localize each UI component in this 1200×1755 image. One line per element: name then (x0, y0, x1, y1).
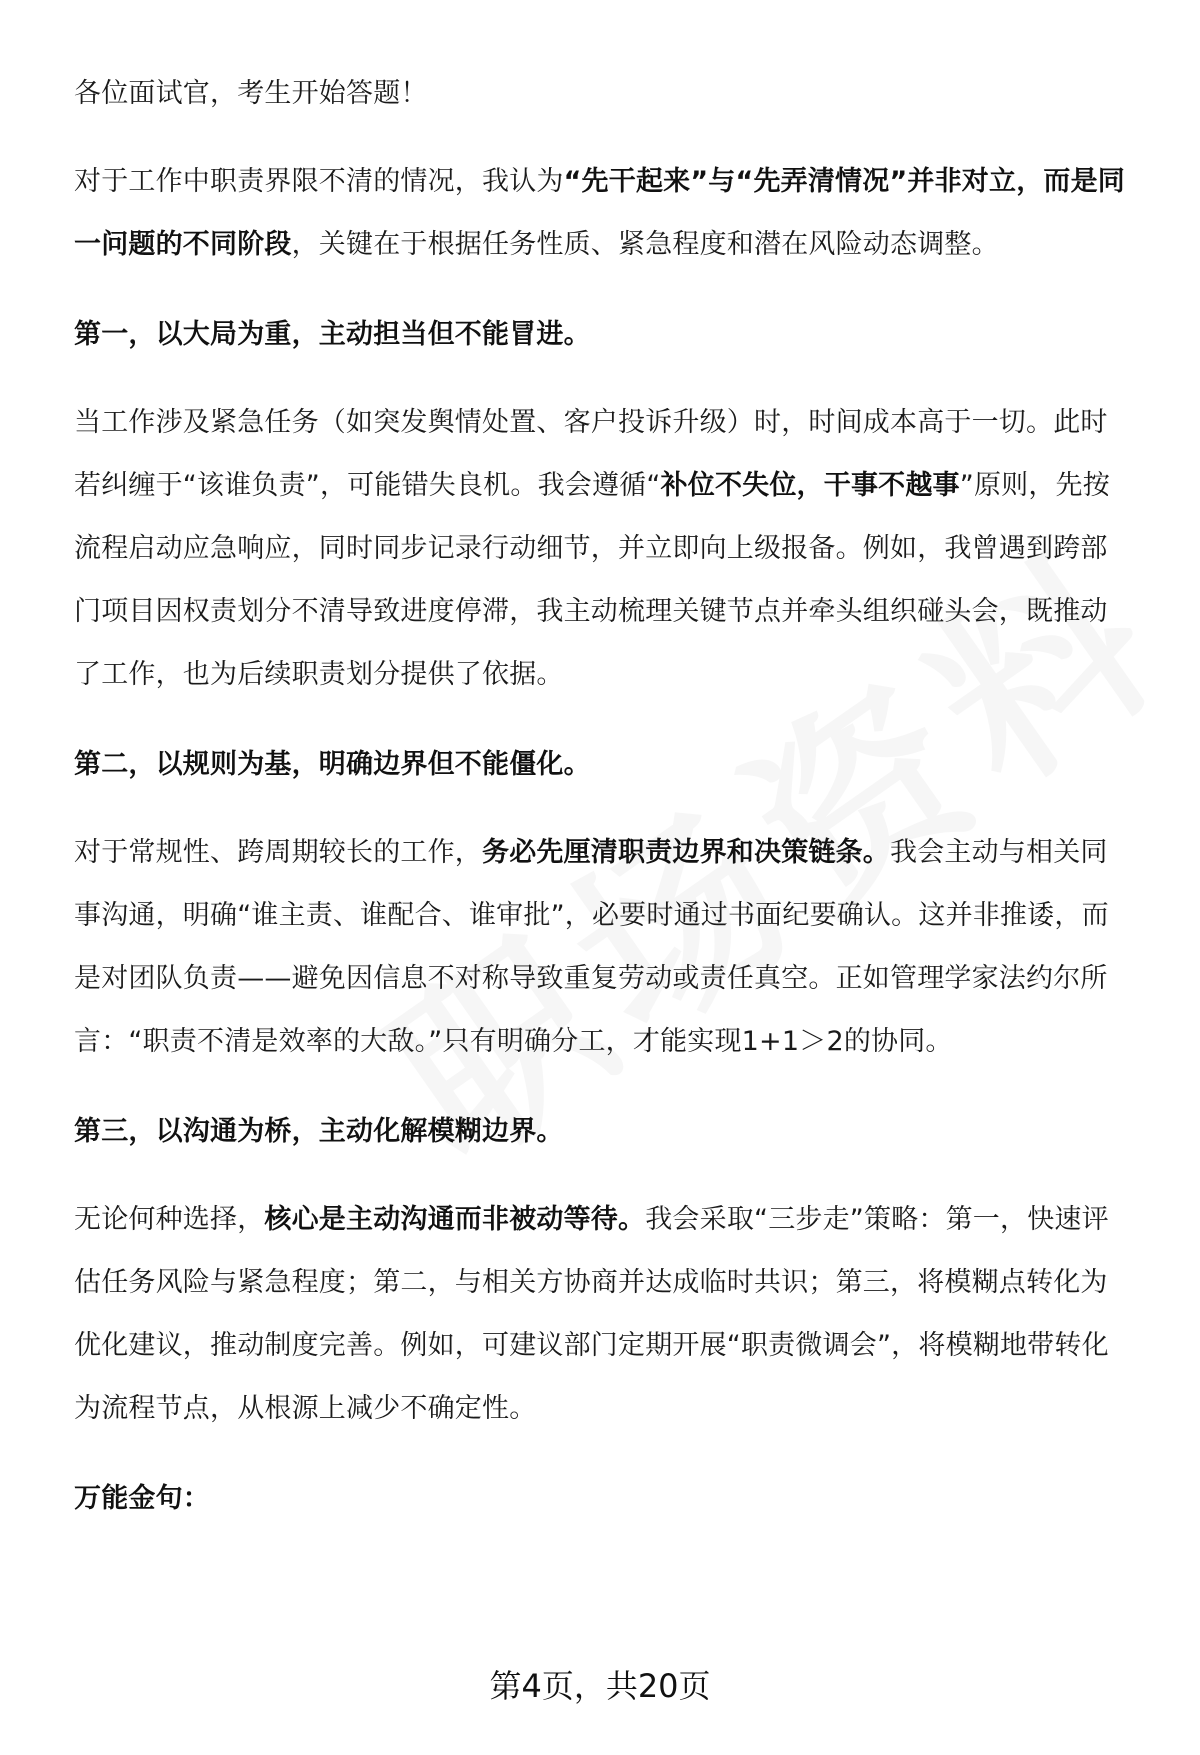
paragraph-emphasis: 补位不失位，干事不越事 (660, 470, 960, 501)
paragraph-text: 当工作涉及紧急任务（如突发舆情处置、客户投诉升级）时，时间成本高于一切。此时若纠缠于“该谁负责”，可能错失良机。我会遵循“ (74, 407, 1108, 501)
paragraph-text: 对于常规性、跨周期较长的工作， (74, 837, 482, 868)
document-body (74, 62, 1134, 1555)
paragraph-section-2 (74, 821, 1134, 1073)
opening-line: 各位面试官，考生开始答题！ (74, 78, 428, 109)
paragraph-emphasis: “先干起来”与“先弄清情况”并非对立，而是同一问题的不同阶段 (74, 166, 1125, 260)
paragraph-emphasis: 务必先厘清职责边界和决策链条。 (482, 837, 890, 868)
section-heading-2: 第二，以规则为基，明确边界但不能僵化。 (74, 749, 591, 780)
section-heading-3: 第三，以沟通为桥，主动化解模糊边界。 (74, 1116, 564, 1147)
paragraph-text: ”原则，先按流程启动应急响应，同时同步记录行动细节，并立即向上级报备。例如，我曾遇到跨部门项目因权责划分不清导致进度停滞，我主动梳理关键节点并牵头组织碰头会，既推动了工作，也为后续职责划分提供了依据。 (74, 470, 1110, 690)
paragraph-text: 我会采取“三步走”策略：第一，快速评估任务风险与紧急程度；第二，与相关方协商并达成临时共识；第三，将模糊点转化为优化建议，推动制度完善。例如，可建议部门定期开展“职责微调会”，将模糊地带转化为流程节点，从根源上减少不确定性。 (74, 1204, 1109, 1424)
paragraph-text: 无论何种选择， (74, 1204, 265, 1235)
page-number: 第4页，共20页 (489, 1667, 711, 1705)
section-heading-1: 第一，以大局为重，主动担当但不能冒进。 (74, 319, 591, 350)
paragraph-text: 对于工作中职责界限不清的情况，我认为 (74, 166, 564, 197)
paragraph-text: 我会主动与相关同事沟通，明确“谁主责、谁配合、谁审批”，必要时通过书面纪要确认。这并非推诿，而是对团队负责——避免因信息不对称导致重复劳动或责任真空。正如管理学家法约尔所言：“职责不清是效率的大敌。”只有明确分工，才能实现1+1＞2的协同。 (74, 837, 1109, 1057)
paragraph-intro (74, 150, 1134, 276)
paragraph-text: ，关键在于根据任务性质、紧急程度和潜在风险动态调整。 (291, 229, 999, 260)
section-heading-4: 万能金句： (74, 1483, 210, 1514)
paragraph-section-3 (74, 1188, 1134, 1440)
paragraph-section-1 (74, 391, 1134, 706)
paragraph-emphasis: 核心是主动沟通而非被动等待。 (264, 1204, 646, 1235)
